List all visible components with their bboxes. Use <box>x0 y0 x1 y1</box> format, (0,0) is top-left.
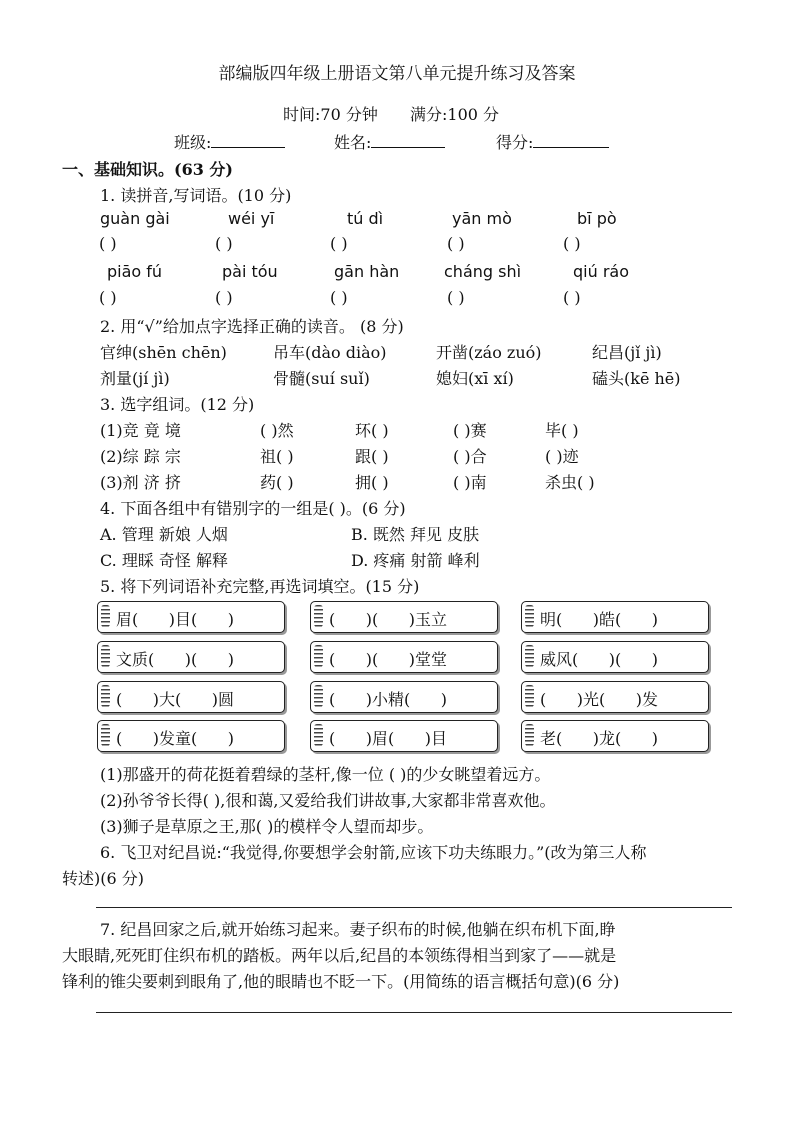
question-4-title: 4. 下面各组中有错别字的一组是( )。(6 分) <box>100 499 406 518</box>
option-a[interactable]: A. 管理 新娘 人烟 <box>100 525 228 544</box>
question-6-line: 转述)(6 分) <box>62 869 144 888</box>
fill-sentence[interactable]: (1)那盛开的荷花挺着碧绿的茎杆,像一位 ( )的少女眺望着远方。 <box>100 765 551 784</box>
name-blank[interactable] <box>371 131 445 148</box>
class-blank[interactable] <box>211 131 285 148</box>
idiom-box[interactable] <box>310 681 498 713</box>
word-blank[interactable]: ( )迹 <box>545 447 579 466</box>
reading-choice[interactable]: 磕头(kē hē) <box>592 369 681 388</box>
fill-sentence[interactable]: (3)狮子是草原之王,那( )的模样令人望而却步。 <box>100 817 434 836</box>
reading-choice[interactable]: 纪昌(jǐ jì) <box>592 343 662 362</box>
word-blank[interactable]: ( )合 <box>453 447 487 466</box>
idiom-text: 明( )皓( ) <box>540 610 659 629</box>
option-b[interactable]: B. 既然 拜见 皮肤 <box>351 525 480 544</box>
question-1-title: 1. 读拼音,写词语。(10 分) <box>100 186 292 205</box>
idiom-box[interactable] <box>97 641 285 673</box>
question-6-line: 6. 飞卫对纪昌说:“我觉得,你要想学会射箭,应该下功夫练眼力。”(改为第三人称 <box>100 843 647 862</box>
word-blank[interactable]: ( )赛 <box>453 421 487 440</box>
idiom-text: ( )大( )圆 <box>116 690 235 709</box>
idiom-text: 文质( )( ) <box>116 650 235 669</box>
pinyin: tú dì <box>347 209 384 228</box>
word-blank[interactable]: 药( ) <box>260 473 294 492</box>
idiom-text: ( )眉( )目 <box>329 729 448 748</box>
answer-blank[interactable]: ( ) <box>330 234 348 253</box>
pinyin: qiú ráo <box>573 262 629 281</box>
grade-blank[interactable] <box>533 131 609 148</box>
grade-label: 得分: <box>496 133 534 152</box>
answer-blank[interactable]: ( ) <box>215 288 233 307</box>
pinyin: cháng shì <box>444 262 522 281</box>
idiom-text: ( )( )玉立 <box>329 610 448 629</box>
char-group: (3)剂 济 挤 <box>100 473 181 492</box>
name-label: 姓名: <box>334 133 372 152</box>
reading-choice[interactable]: 吊车(dào diào) <box>273 343 387 362</box>
char-group: (1)竞 竟 境 <box>100 421 181 440</box>
idiom-box[interactable] <box>521 641 709 673</box>
page-title: 部编版四年级上册语文第八单元提升练习及答案 <box>218 64 576 84</box>
spiral-binding-icon <box>314 685 323 707</box>
reading-choice[interactable]: 开凿(záo zuó) <box>436 343 542 362</box>
answer-blank[interactable]: ( ) <box>99 288 117 307</box>
idiom-box[interactable] <box>521 601 709 633</box>
section-heading: 一、基础知识。(63 分) <box>62 160 233 179</box>
question-7-line: 锋利的锥尖要刺到眼角了,他的眼睛也不眨一下。(用简练的语言概括句意)(6 分) <box>62 972 620 991</box>
word-blank[interactable]: ( )然 <box>260 421 294 440</box>
idiom-box[interactable] <box>310 601 498 633</box>
reading-choice[interactable]: 骨髓(suí suǐ) <box>273 369 370 388</box>
word-blank[interactable]: 毕( ) <box>545 421 579 440</box>
answer-blank[interactable]: ( ) <box>563 288 581 307</box>
spiral-binding-icon <box>525 645 534 667</box>
idiom-text: ( )光( )发 <box>540 690 659 709</box>
idiom-box[interactable] <box>97 720 285 752</box>
spiral-binding-icon <box>525 605 534 627</box>
idiom-text: ( )小精( ) <box>329 690 448 709</box>
pinyin: guàn gài <box>100 209 170 228</box>
spiral-binding-icon <box>314 645 323 667</box>
idiom-box[interactable] <box>521 681 709 713</box>
idiom-box[interactable] <box>521 720 709 752</box>
option-c[interactable]: C. 理睬 奇怪 解释 <box>100 551 229 570</box>
pinyin: bī pò <box>577 209 617 228</box>
pinyin: pài tóu <box>222 262 278 281</box>
question-2-title: 2. 用“√”给加点字选择正确的读音。 (8 分) <box>100 317 404 336</box>
answer-blank[interactable]: ( ) <box>330 288 348 307</box>
char-group: (2)综 踪 宗 <box>100 447 181 466</box>
idiom-text: 眉( )目( ) <box>116 610 235 629</box>
name-field <box>334 130 445 153</box>
spiral-binding-icon <box>314 724 323 746</box>
spiral-binding-icon <box>525 724 534 746</box>
spiral-binding-icon <box>525 685 534 707</box>
idiom-box[interactable] <box>310 720 498 752</box>
question-7-line: 7. 纪昌回家之后,就开始练习起来。妻子织布的时候,他躺在织布机下面,睁 <box>100 920 616 939</box>
reading-choice[interactable]: 官绅(shēn chēn) <box>100 343 227 362</box>
word-blank[interactable]: 环( ) <box>355 421 389 440</box>
idiom-text: ( )( )堂堂 <box>329 650 448 669</box>
score-label: 满分:100 分 <box>410 105 500 124</box>
word-blank[interactable]: 拥( ) <box>355 473 389 492</box>
answer-blank[interactable]: ( ) <box>99 234 117 253</box>
pinyin: piāo fú <box>107 262 163 281</box>
idiom-text: ( )发童( ) <box>116 729 235 748</box>
pinyin: yān mò <box>452 209 512 228</box>
class-field <box>174 130 285 153</box>
idiom-text: 老( )龙( ) <box>540 729 659 748</box>
answer-line[interactable] <box>96 907 732 908</box>
spiral-binding-icon <box>101 645 110 667</box>
option-d[interactable]: D. 疼痛 射箭 峰利 <box>351 551 480 570</box>
spiral-binding-icon <box>101 724 110 746</box>
answer-blank[interactable]: ( ) <box>215 234 233 253</box>
question-5-title: 5. 将下列词语补充完整,再选词填空。(15 分) <box>100 577 420 596</box>
class-label: 班级: <box>174 133 212 152</box>
grade-field <box>496 130 609 153</box>
idiom-box[interactable] <box>310 641 498 673</box>
word-blank[interactable]: 祖( ) <box>260 447 294 466</box>
spiral-binding-icon <box>101 605 110 627</box>
answer-blank[interactable]: ( ) <box>447 288 465 307</box>
fill-sentence[interactable]: (2)孙爷爷长得( ),很和蔼,又爱给我们讲故事,大家都非常喜欢他。 <box>100 791 556 810</box>
word-blank[interactable]: 跟( ) <box>355 447 389 466</box>
word-blank[interactable]: ( )南 <box>453 473 487 492</box>
question-3-title: 3. 选字组词。(12 分) <box>100 395 255 414</box>
time-label: 时间:70 分钟 <box>283 105 378 124</box>
reading-choice[interactable]: 媳妇(xī xí) <box>436 369 514 388</box>
spiral-binding-icon <box>314 605 323 627</box>
idiom-box[interactable] <box>97 681 285 713</box>
answer-blank[interactable]: ( ) <box>447 234 465 253</box>
word-blank[interactable]: 杀虫( ) <box>545 473 595 492</box>
question-7-line: 大眼睛,死死盯住织布机的踏板。两年以后,纪昌的本领练得相当到家了——就是 <box>62 946 617 965</box>
answer-blank[interactable]: ( ) <box>563 234 581 253</box>
pinyin: wéi yī <box>228 209 275 228</box>
idiom-text: 威风( )( ) <box>540 650 659 669</box>
spiral-binding-icon <box>101 685 110 707</box>
pinyin: gān hàn <box>334 262 400 281</box>
idiom-box[interactable] <box>97 601 285 633</box>
answer-line[interactable] <box>96 1012 732 1013</box>
reading-choice[interactable]: 剂量(jí jì) <box>100 369 170 388</box>
